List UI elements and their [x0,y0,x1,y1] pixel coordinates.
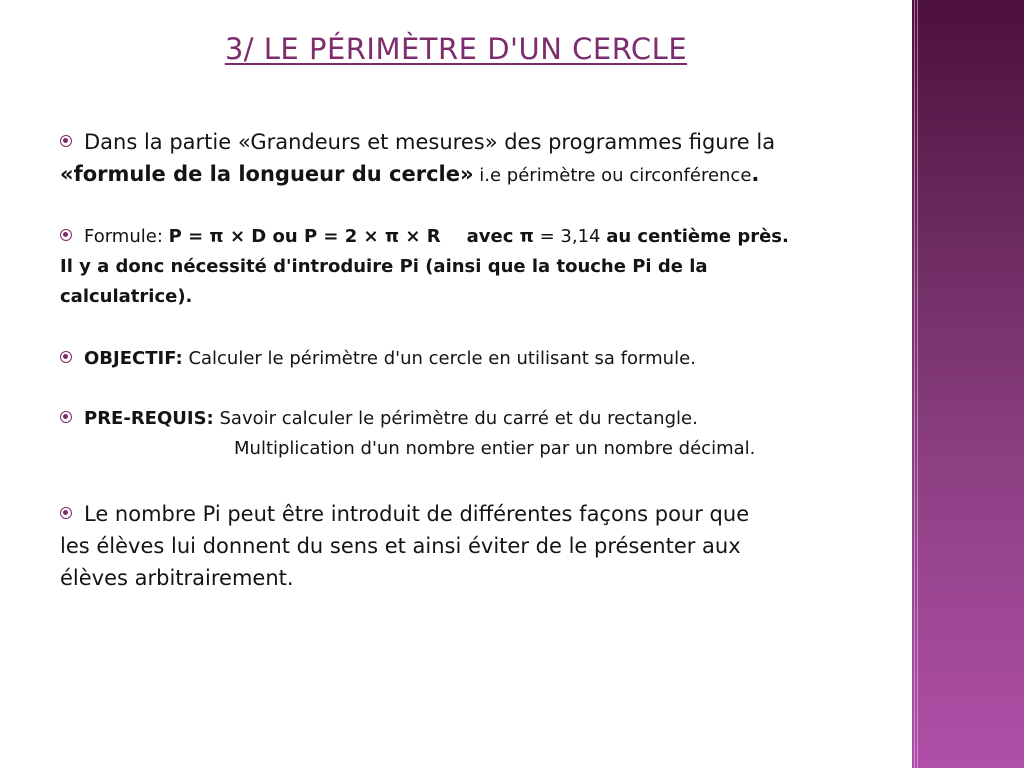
paragraph-line: les élèves lui donnent du sens et ainsi éviter de le présenter aux [60,534,741,558]
prerequis-text: Multiplication d'un nombre entier par un nombre décimal. [234,438,756,459]
prerequis-label: PRE-REQUIS: [84,408,214,429]
paragraph-prerequis [60,404,860,464]
prerequis-text: Savoir calculer le périmètre du carré et du rectangle. [213,408,698,429]
paragraph-line [60,222,860,252]
paragraph-pi [60,498,860,594]
paragraph-line [60,498,860,530]
bullet-icon [60,507,72,519]
formula-name: «formule de la longueur du cercle» [60,162,474,186]
formula-label: Formule: [84,226,169,247]
formula-text: P = π × D ou P = 2 × π × R [168,226,441,247]
paragraph-objectif [60,344,860,374]
decorative-line [914,0,915,768]
paragraph-line [60,158,860,191]
objectif-label: OBJECTIF: [84,348,183,369]
bullet-icon [60,135,72,147]
paragraph-line [60,404,860,434]
precision-text: au centième près. [606,226,789,247]
bullet-icon [60,229,72,241]
pi-label: avec π [466,226,534,247]
slide-title-text: 3/ LE PÉRIMÈTRE D'UN CERCLE [224,32,688,66]
paragraph-line: élèves arbitrairement. [60,566,294,590]
paragraph-text: i.e périmètre ou circonférence [473,165,752,186]
paragraph-grandeurs [60,126,860,191]
objectif-text: Calculer le périmètre d'un cercle en utilisant sa formule. [182,348,696,369]
decorative-side-band [912,0,1024,768]
slide-title [0,32,912,66]
paragraph-line [60,126,860,158]
pi-value: = 3,14 [533,226,607,247]
paragraph-text: Le nombre Pi peut être introduit de différentes façons pour que [84,502,750,526]
paragraph-line: Il y a donc nécessité d'introduire Pi (ainsi que la touche Pi de la [60,256,708,277]
paragraph-line: calculatrice). [60,286,193,307]
paragraph-dot: . [751,162,760,186]
bullet-icon [60,411,72,423]
paragraph-line [60,344,860,374]
bullet-icon [60,351,72,363]
decorative-line [917,0,918,768]
paragraph-formule [60,222,860,312]
paragraph-text: Dans la partie «Grandeurs et mesures» des programmes figure la [84,130,776,154]
